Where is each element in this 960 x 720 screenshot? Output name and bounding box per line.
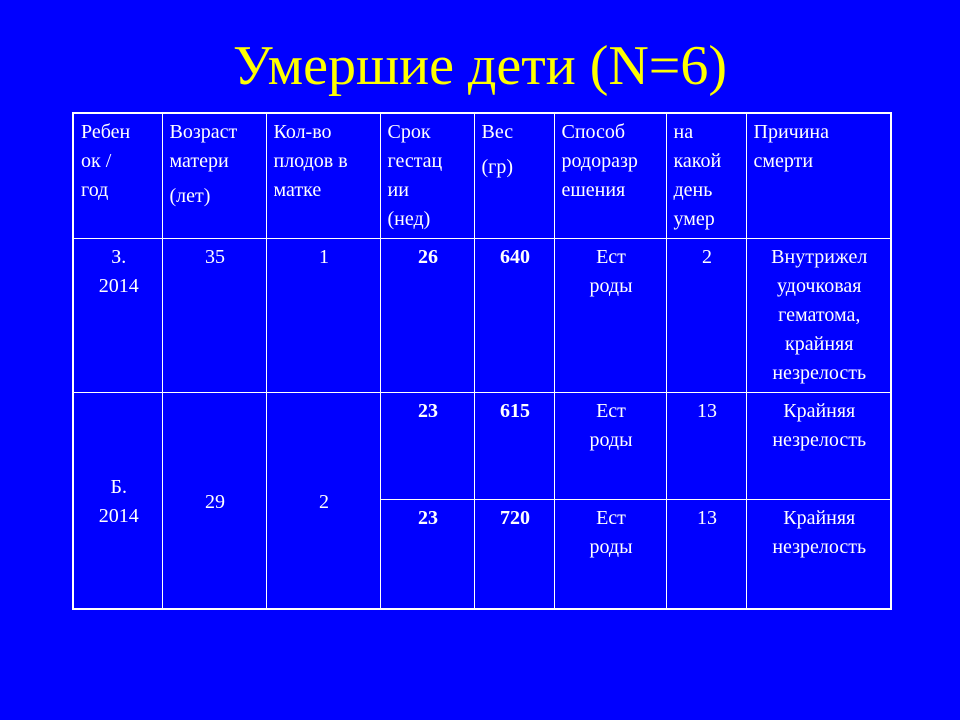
deceased-children-table [72, 112, 892, 610]
table-row [73, 392, 891, 499]
cell-child-year: З. 2014 [73, 238, 162, 392]
cell-death-day: 2 [666, 238, 746, 392]
cell-cause-of-death: Внутрижел удочковая гематома, крайняя незрелость [746, 238, 891, 392]
header-gestation: Срок гестац ии (нед) [380, 113, 474, 238]
header-delivery-method: Способ родоразр ешения [554, 113, 666, 238]
slide-title: Умершие дети (N=6) [232, 35, 728, 97]
header-fetus-count: Кол-во плодов в матке [266, 113, 380, 238]
header-child-year: Ребен ок / год [73, 113, 162, 238]
header-mother-age: Возраст матери (лет) [162, 113, 266, 238]
cell-death-day: 13 [666, 499, 746, 609]
cell-gestation: 23 [380, 392, 474, 499]
cell-gestation: 26 [380, 238, 474, 392]
cell-delivery-method: Ест роды [554, 238, 666, 392]
cell-child-year: Б. 2014 [73, 392, 162, 609]
cell-death-day: 13 [666, 392, 746, 499]
header-cause-of-death: Причина смерти [746, 113, 891, 238]
cell-gestation: 23 [380, 499, 474, 609]
cell-mother-age: 29 [162, 392, 266, 609]
cell-weight: 615 [474, 392, 554, 499]
cell-cause-of-death: Крайняя незрелость [746, 499, 891, 609]
table-header-row [73, 113, 891, 238]
cell-fetus-count: 1 [266, 238, 380, 392]
header-weight: Вес (гр) [474, 113, 554, 238]
header-death-day: на какой день умер [666, 113, 746, 238]
table-row [73, 238, 891, 392]
cell-mother-age: 35 [162, 238, 266, 392]
cell-delivery-method: Ест роды [554, 499, 666, 609]
cell-weight: 720 [474, 499, 554, 609]
cell-cause-of-death: Крайняя незрелость [746, 392, 891, 499]
cell-weight: 640 [474, 238, 554, 392]
cell-fetus-count: 2 [266, 392, 380, 609]
cell-delivery-method: Ест роды [554, 392, 666, 499]
